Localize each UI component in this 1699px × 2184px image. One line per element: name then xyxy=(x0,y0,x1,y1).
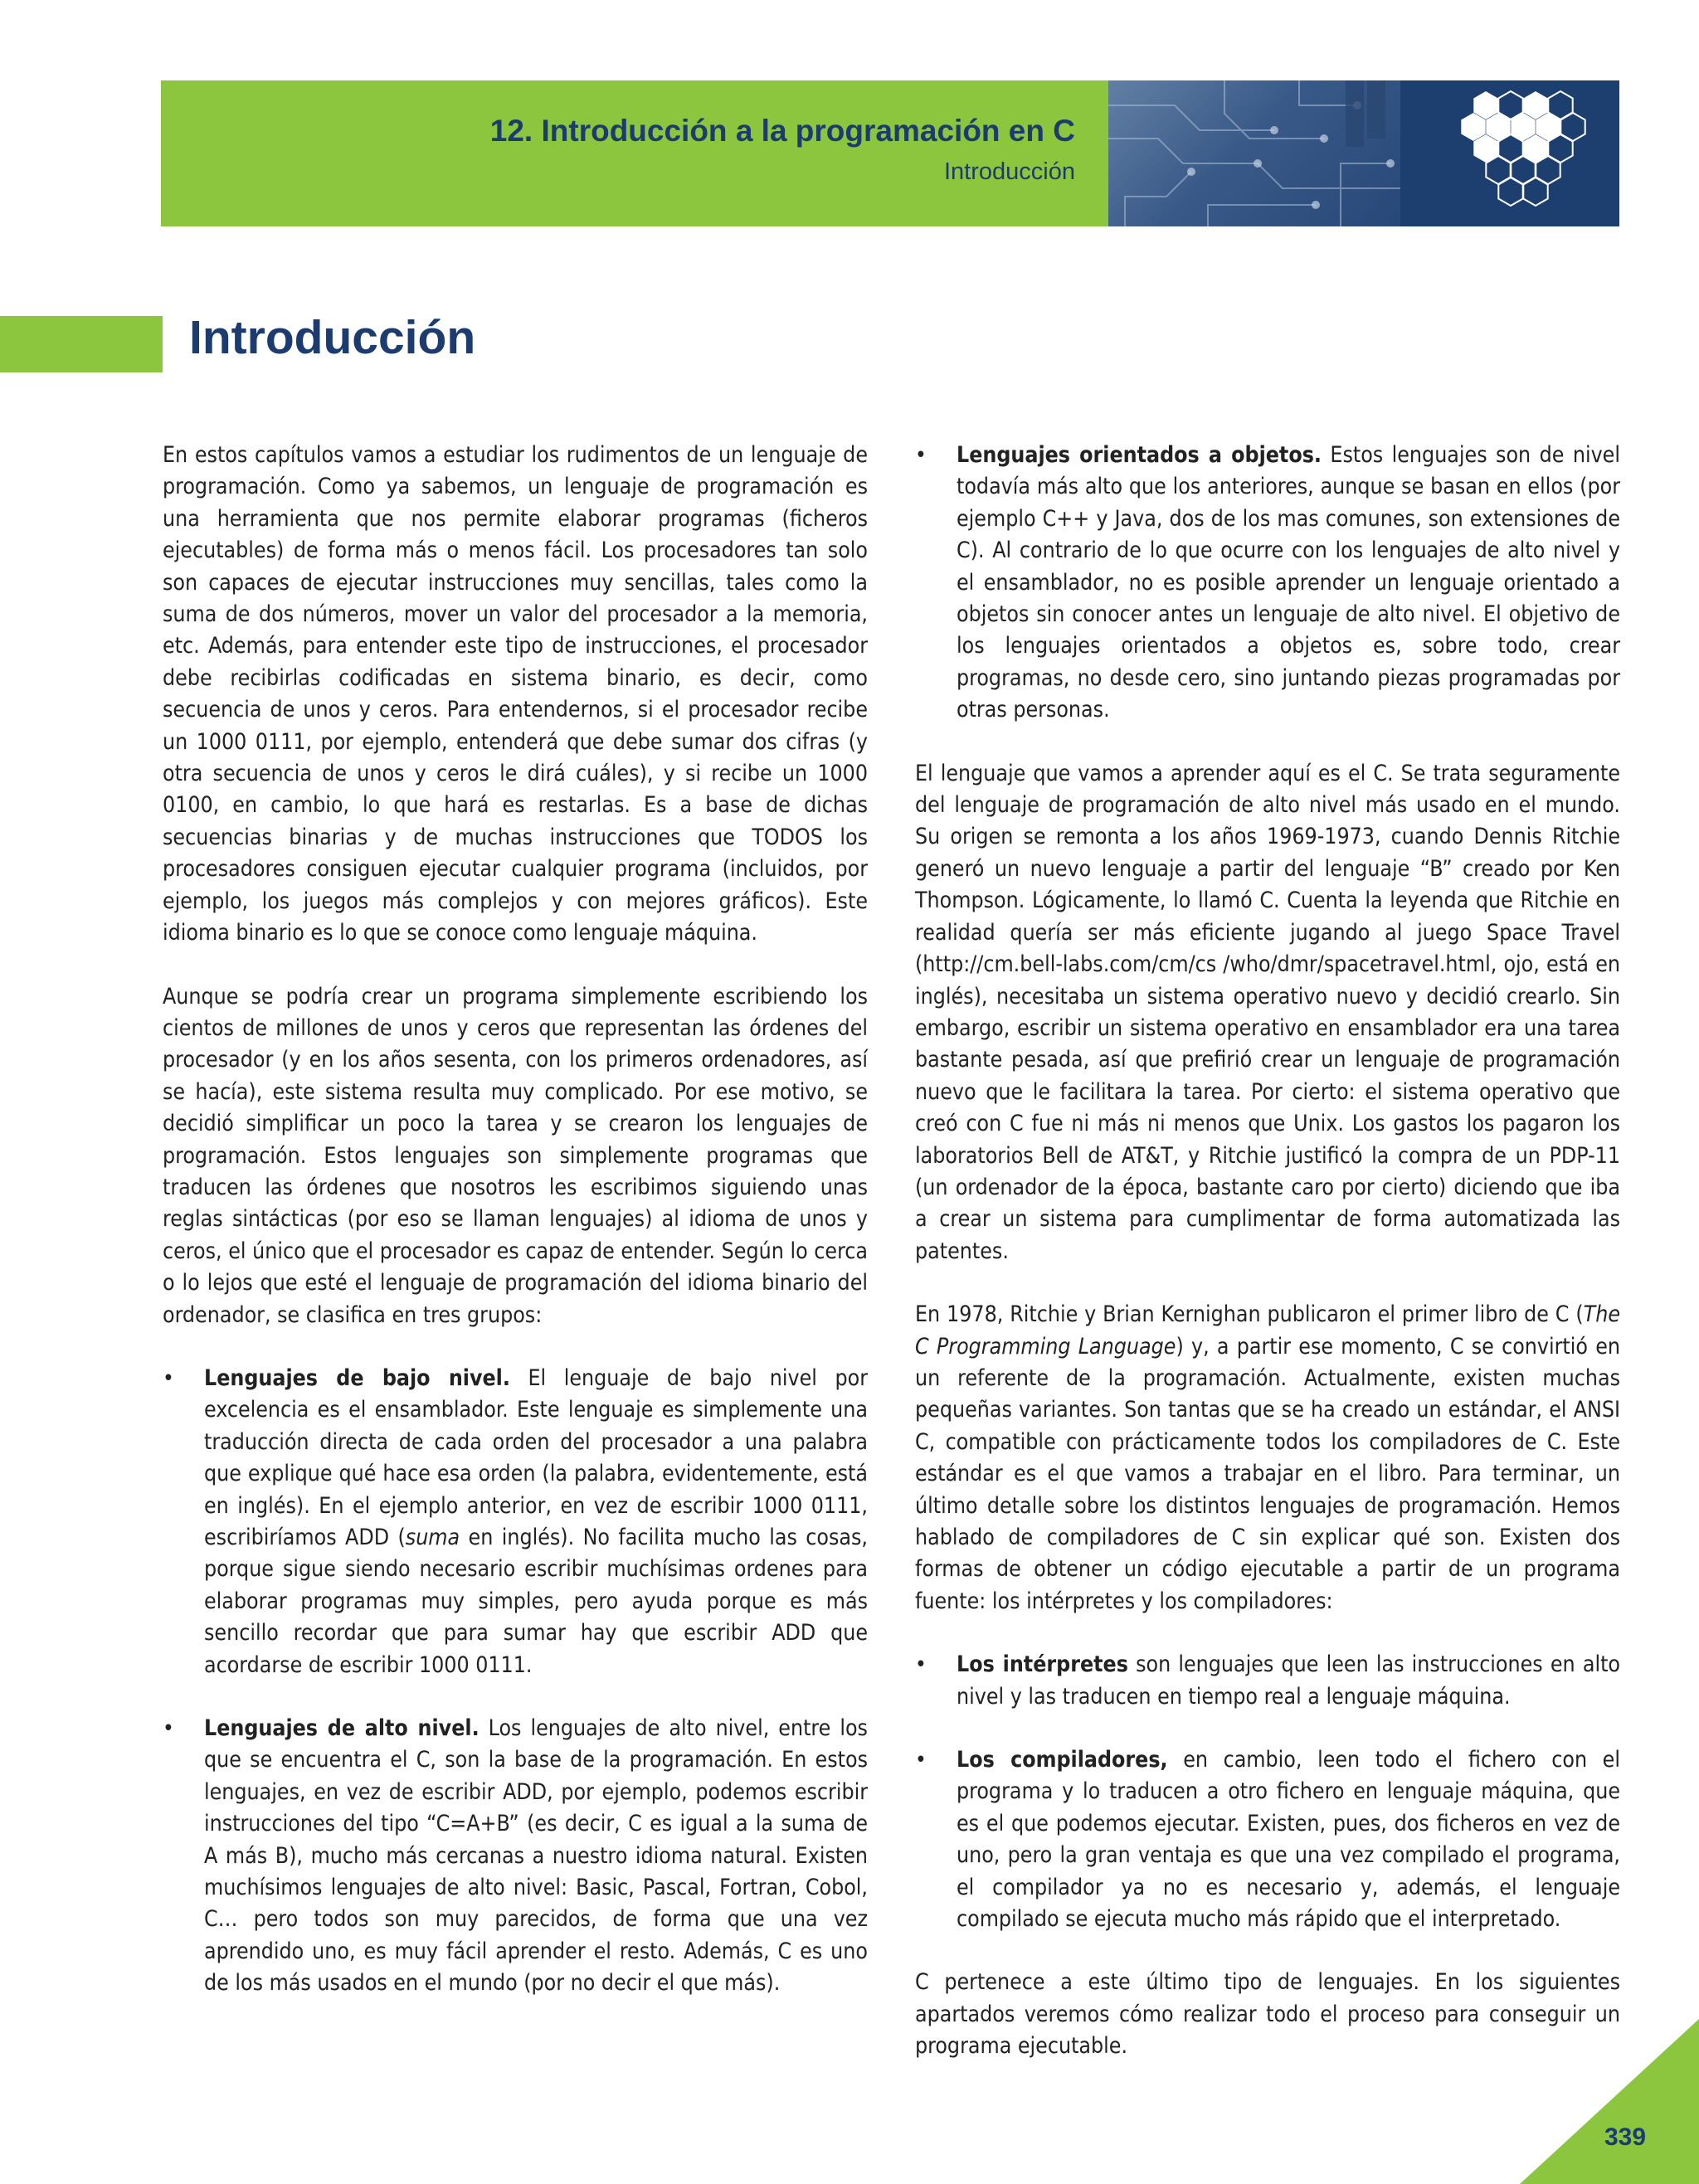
chapter-header xyxy=(161,80,1619,226)
term-compilers: Los compiladores, xyxy=(957,1747,1168,1773)
list-item-high-level xyxy=(163,1713,868,2000)
book-title: The C Programming Language xyxy=(915,1301,1620,1360)
paragraph-c-history: El lenguaje que vamos a aprender aquí es el C. Se trata seguramente del lenguaje de programación de alto nivel más usado en el mundo. Su origen se remonta a los años 1969-1973, cuando Dennis Ritchie generó un nuevo lenguaje a partir del lenguaje “B” creado por Ken Thompson. Lógicamente, lo llamó C. Cuenta la leyenda que Ritchie en realidad quería ser más eficiente jugando al juego Space Travel (http://cm.bell-labs.com/cm/cs /who/dmr/spacetravel.html, ojo, está en inglés), necesitaba un sistema operativo nuevo y decidió crearlo. Sin embargo, escribir un sistema operativo en ensamblador era una tarea bastante pesada, así que prefirió crear un lenguaje de programación nuevo que le facilitara la tarea. Por cierto: el sistema operativo que creó con C fue ni más ni menos que Unix. Los gastos los pagaron los laboratorios Bell de AT&T, y Ritchie justificó la compra de un PDP-11 (un ordenador de la época, bastante caro por cierto) diciendo que iba a crear un sistema para cumplimentar de forma automatizada las patentes. xyxy=(915,760,1620,1264)
chapter-title: 12. Introducción a la programación en C xyxy=(489,114,1075,148)
section-heading-bar xyxy=(0,316,163,372)
translators-list xyxy=(915,1649,1620,1935)
bullet-icon: • xyxy=(163,1716,174,1742)
list-item-low-level xyxy=(163,1363,868,1681)
text-high-level: Los lenguajes de alto nivel, entre los que se encuentra el C, son la base de la programación. En estos lenguajes, en vez de escribir ADD, por ejemplo, podemos escribir instrucciones del tipo “C=A+B” (es decir, C es igual a la suma de A más B), mucho más cercanas a nuestro idioma natural. Existen muchísimos lenguajes de alto nivel: Basic, Pascal, Fortran, Cobol, C… pero todos son muy parecidos, de forma que una vez aprendido uno, es muy fácil aprender el resto. Además, C es uno de los más usados en el mundo (por no decir el que más). xyxy=(204,1715,868,1997)
term-low-level: Lenguajes de bajo nivel. xyxy=(204,1364,510,1391)
object-oriented-list xyxy=(915,440,1620,727)
section-title: Introducción xyxy=(189,311,476,364)
list-item-interpreters xyxy=(915,1649,1620,1713)
text-object-oriented: Estos lenguajes son de nivel todavía más alto que los anteriores, aunque se basan en ellos (por ejemplo C++ y Java, dos de los mas comunes, son extensiones de C). Al contrario de lo que ocurre con los lenguajes de alto nivel y el ensamblador, no es posible aprender un lenguaje orientado a objetos sin conocer antes un lenguaje de alto nivel. El objetivo de los lenguajes orientados a objetos es, sobre todo, crear programas, no desde cero, sino juntando piezas programadas por otras personas. xyxy=(957,442,1620,723)
list-item-object-oriented xyxy=(915,440,1620,727)
page-number: 339 xyxy=(1604,2123,1647,2151)
bullet-icon: • xyxy=(915,1748,927,1773)
chapter-subtitle: Introducción xyxy=(944,158,1075,185)
hexagon-logo xyxy=(1400,80,1619,226)
term-object-oriented: Lenguajes orientados a objetos. xyxy=(957,442,1322,468)
paragraph-c-standard xyxy=(915,1299,1620,1617)
circuit-board-illustration xyxy=(1108,80,1400,226)
bullet-icon: • xyxy=(915,1652,927,1678)
paragraph-conclusion: C pertenece a este último tipo de lenguajes. En los siguientes apartados veremos cómo realizar todo el proceso para conseguir un programa ejecutable. xyxy=(915,1969,1620,2060)
bullet-icon: • xyxy=(915,443,927,468)
text-low-level-b: en inglés). No facilita mucho las cosas, porque sigue siendo necesario escribir muchísimas ordenes para elaborar programas muy simples, pero ayuda porque es más sencillo recordar que para sumar hay que escribir ADD que acordarse de escribir 1000 0111. xyxy=(204,1525,868,1678)
list-item-compilers xyxy=(915,1744,1620,1935)
page-corner-triangle xyxy=(1520,2019,1699,2184)
bullet-icon: • xyxy=(163,1365,174,1391)
text-low-level-a: El lenguaje de bajo nivel por excelencia es el ensamblador. Este lenguaje es simplemente una traducción directa de cada orden del procesador a una palabra que explique qué hace esa orden (la palabra, evidentemente, está en inglés). En el ejemplo anterior, en vez de escribir 1000 0111, escribiríamos ADD ( xyxy=(204,1364,868,1550)
paragraph-intro: En estos capítulos vamos a estudiar los rudimentos de un lenguaje de programación. Como ya sabemos, un lenguaje de programación es una herramienta que nos permite elaborar programas (ficheros ejecutables) de forma más o menos fácil. Los procesadores tan solo son capaces de ejecutar instrucciones muy sencillas, tales como la suma de dos números, mover un valor del procesador a la memoria, etc. Además, para entender este tipo de instrucciones, el procesador debe recibirlas codificadas en sistema binario, es decir, como secuencia de unos y ceros. Para entendernos, si el procesador recibe un 1000 0111, por ejemplo, entenderá que debe sumar dos cifras (y otra secuencia de unos y ceros le dirá cuáles), y si recibe un 1000 0100, en cambio, lo que hará es restarlas. Es a base de dichas secuencias binarias y de muchas instrucciones que TODOS los procesadores consiguen ejecutar cualquier programa (incluidos, por ejemplo, los juegos más complejos y con mejores gráficos). Este idioma binario es lo que se conoce como lenguaje máquina. xyxy=(163,442,868,946)
hexagon-cluster-icon xyxy=(1400,80,1619,226)
language-levels-list xyxy=(163,1363,868,2000)
term-high-level: Lenguajes de alto nivel. xyxy=(204,1715,480,1742)
text-low-level-italic: suma xyxy=(405,1525,460,1550)
paragraph-languages: Aunque se podría crear un programa simplemente escribiendo los cientos de millones de unos y ceros que representan las órdenes del procesador (y en los años sesenta, con los primeros ordenadores, así se hacía), este sistema resulta muy complicado. Por ese motivo, se decidió simplificar un poco la tarea y se crearon los lenguajes de programación. Estos lenguajes son simplemente programas que traducen las órdenes que nosotros les escribimos siguiendo unas reglas sintácticas (por eso se llaman lenguajes) al idioma de unos y ceros, el único que el procesador es capaz de entender. Según lo cerca o lo lejos que esté el lenguaje de programación del idioma binario del ordenador, se clasifica en tres grupos: xyxy=(163,983,868,1328)
left-column xyxy=(163,440,868,2031)
right-column xyxy=(915,440,1620,2063)
text-c-standard-a: En 1978, Ritchie y Brian Kernighan publicaron el primer libro de C ( xyxy=(915,1301,1584,1328)
text-compilers: en cambio, leen todo el fichero con el programa y lo traducen a otro fichero en lenguaje máquina, que es el que podemos ejecutar. Existen, pues, dos ficheros en vez de uno, pero la gran ventaja es que una vez compilado el programa, el compilador ya no es necesario y, además, el lenguaje compilado se ejecuta mucho más rápido que el interpretado. xyxy=(957,1747,1620,1933)
term-interpreters: Los intérpretes xyxy=(957,1651,1128,1678)
chapter-header-green-band xyxy=(161,80,1108,226)
circuit-board-image xyxy=(1108,80,1400,226)
text-c-standard-b: ) y, a partir ese momento, C se convirtió en un referente de la programación. Actualmente, existen muchas pequeñas variantes. Son tantas que se ha creado un estándar, el ANSI C, compatible con prácticamente todos los compiladores de C. Este estándar es el que vamos a trabajar en el libro. Para terminar, un último detalle sobre los distintos lenguajes de programación. Hemos hablado de compiladores de C sin explicar qué son. Existen dos formas de obtener un código ejecutable a partir de un programa fuente: los intérpretes y los compiladores: xyxy=(915,1333,1620,1614)
text-interpreters: son lenguajes que leen las instrucciones en alto nivel y las traducen en tiempo real a lenguaje máquina. xyxy=(957,1651,1620,1710)
